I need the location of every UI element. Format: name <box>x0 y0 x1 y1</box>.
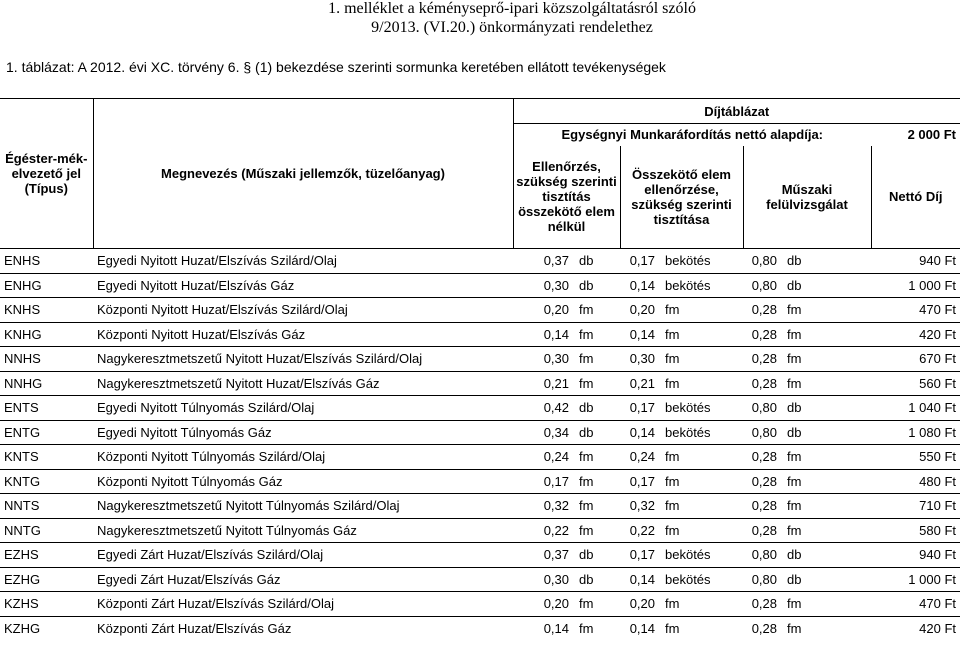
table-row <box>0 445 960 470</box>
table-caption: 1. táblázat: A 2012. évi XC. törvény 6. § (1) bekezdése szerinti sormunka keretében ellátott tevékenységek <box>6 59 666 75</box>
table-row <box>0 469 960 494</box>
row-inspection-unit: db <box>575 567 620 592</box>
row-inspection-value: 0,14 <box>513 616 575 641</box>
row-connector-unit: bekötés <box>661 567 743 592</box>
row-name: Egyedi Zárt Huzat/Elszívás Szilárd/Olaj <box>93 543 513 568</box>
table-row <box>0 347 960 372</box>
row-name: Központi Nyitott Túlnyomás Gáz <box>93 469 513 494</box>
row-technical-unit: fm <box>783 469 871 494</box>
row-technical-unit: db <box>783 420 871 445</box>
row-technical-value: 0,28 <box>743 298 783 323</box>
row-technical-value: 0,28 <box>743 494 783 519</box>
row-net-fee: 1 080 Ft <box>871 420 960 445</box>
row-name: Központi Zárt Huzat/Elszívás Gáz <box>93 616 513 641</box>
row-connector-unit: bekötés <box>661 396 743 421</box>
row-technical-unit: db <box>783 543 871 568</box>
row-technical-unit: db <box>783 567 871 592</box>
row-technical-value: 0,80 <box>743 273 783 298</box>
row-code: KZHS <box>0 592 93 617</box>
row-inspection-unit: fm <box>575 322 620 347</box>
row-technical-value: 0,28 <box>743 616 783 641</box>
row-connector-value: 0,14 <box>620 420 661 445</box>
row-inspection-unit: fm <box>575 494 620 519</box>
row-connector-unit: fm <box>661 445 743 470</box>
row-name: Nagykeresztmetszetű Nyitott Túlnyomás Gáz <box>93 518 513 543</box>
row-technical-value: 0,28 <box>743 347 783 372</box>
row-code: NNHG <box>0 371 93 396</box>
row-inspection-value: 0,37 <box>513 543 575 568</box>
table-row <box>0 567 960 592</box>
row-inspection-unit: db <box>575 273 620 298</box>
table-row <box>0 249 960 274</box>
row-connector-unit: fm <box>661 371 743 396</box>
row-inspection-value: 0,17 <box>513 469 575 494</box>
row-technical-value: 0,80 <box>743 249 783 274</box>
row-connector-value: 0,14 <box>620 616 661 641</box>
row-inspection-unit: fm <box>575 469 620 494</box>
row-inspection-unit: fm <box>575 616 620 641</box>
row-inspection-unit: fm <box>575 592 620 617</box>
row-code: EZHS <box>0 543 93 568</box>
row-connector-unit: bekötés <box>661 273 743 298</box>
row-net-fee: 1 000 Ft <box>871 273 960 298</box>
row-inspection-value: 0,30 <box>513 273 575 298</box>
row-technical-unit: fm <box>783 298 871 323</box>
row-inspection-unit: db <box>575 420 620 445</box>
row-inspection-unit: db <box>575 396 620 421</box>
row-code: KNHG <box>0 322 93 347</box>
document-title-line-1: 1. melléklet a kéményseprő-ipari közszolgáltatásról szóló <box>328 0 696 17</box>
row-connector-unit: fm <box>661 298 743 323</box>
header-unit-price: 2 000 Ft <box>871 124 960 146</box>
row-connector-value: 0,17 <box>620 469 661 494</box>
row-technical-unit: db <box>783 249 871 274</box>
table-row <box>0 592 960 617</box>
row-connector-value: 0,32 <box>620 494 661 519</box>
row-net-fee: 940 Ft <box>871 249 960 274</box>
row-code: KZHG <box>0 616 93 641</box>
header-unit-label: Egységnyi Munkaráfordítás nettó alapdíja: <box>513 124 871 146</box>
header-name: Megnevezés (Műszaki jellemzők, tüzelőanyag) <box>93 99 513 249</box>
row-code: ENHG <box>0 273 93 298</box>
row-net-fee: 470 Ft <box>871 592 960 617</box>
row-inspection-unit: fm <box>575 371 620 396</box>
row-technical-unit: fm <box>783 518 871 543</box>
row-technical-value: 0,28 <box>743 469 783 494</box>
row-inspection-value: 0,14 <box>513 322 575 347</box>
row-code: KNTS <box>0 445 93 470</box>
row-code: NNHS <box>0 347 93 372</box>
row-net-fee: 940 Ft <box>871 543 960 568</box>
row-inspection-value: 0,21 <box>513 371 575 396</box>
row-technical-unit: fm <box>783 445 871 470</box>
row-connector-unit: fm <box>661 469 743 494</box>
row-technical-value: 0,80 <box>743 543 783 568</box>
header-connector: Összekötő elem ellenőrzése, szükség szerinti tisztítása <box>620 146 743 249</box>
row-connector-unit: bekötés <box>661 420 743 445</box>
row-name: Központi Nyitott Huzat/Elszívás Gáz <box>93 322 513 347</box>
header-net-fee: Nettó Díj <box>871 146 960 249</box>
row-net-fee: 550 Ft <box>871 445 960 470</box>
row-name: Egyedi Nyitott Huzat/Elszívás Szilárd/Olaj <box>93 249 513 274</box>
row-name: Nagykeresztmetszetű Nyitott Túlnyomás Szilárd/Olaj <box>93 494 513 519</box>
row-inspection-unit: fm <box>575 518 620 543</box>
row-inspection-value: 0,37 <box>513 249 575 274</box>
row-inspection-value: 0,42 <box>513 396 575 421</box>
row-net-fee: 480 Ft <box>871 469 960 494</box>
row-code: NNTG <box>0 518 93 543</box>
table-row <box>0 494 960 519</box>
row-inspection-unit: fm <box>575 298 620 323</box>
row-technical-value: 0,80 <box>743 396 783 421</box>
table-row <box>0 420 960 445</box>
header-type: Égéster-mék-elvezető jel (Típus) <box>0 99 93 249</box>
row-name: Központi Nyitott Túlnyomás Szilárd/Olaj <box>93 445 513 470</box>
row-name: Nagykeresztmetszetű Nyitott Huzat/Elszívás Szilárd/Olaj <box>93 347 513 372</box>
table-row <box>0 616 960 641</box>
row-name: Egyedi Zárt Huzat/Elszívás Gáz <box>93 567 513 592</box>
table-row <box>0 273 960 298</box>
row-inspection-value: 0,30 <box>513 347 575 372</box>
row-inspection-value: 0,32 <box>513 494 575 519</box>
row-technical-unit: db <box>783 273 871 298</box>
row-code: KNTG <box>0 469 93 494</box>
row-net-fee: 1 000 Ft <box>871 567 960 592</box>
row-connector-unit: bekötés <box>661 249 743 274</box>
row-technical-unit: fm <box>783 322 871 347</box>
row-technical-value: 0,28 <box>743 371 783 396</box>
table-row <box>0 543 960 568</box>
row-connector-unit: fm <box>661 347 743 372</box>
row-connector-unit: fm <box>661 592 743 617</box>
row-code: ENHS <box>0 249 93 274</box>
row-connector-unit: fm <box>661 616 743 641</box>
row-name: Egyedi Nyitott Huzat/Elszívás Gáz <box>93 273 513 298</box>
row-net-fee: 420 Ft <box>871 322 960 347</box>
row-name: Egyedi Nyitott Túlnyomás Szilárd/Olaj <box>93 396 513 421</box>
header-fee-table: Díjtáblázat <box>513 99 960 124</box>
row-net-fee: 710 Ft <box>871 494 960 519</box>
row-net-fee: 560 Ft <box>871 371 960 396</box>
row-net-fee: 670 Ft <box>871 347 960 372</box>
row-connector-unit: fm <box>661 494 743 519</box>
row-connector-value: 0,21 <box>620 371 661 396</box>
row-connector-value: 0,20 <box>620 592 661 617</box>
row-connector-value: 0,17 <box>620 543 661 568</box>
row-inspection-value: 0,20 <box>513 298 575 323</box>
row-connector-value: 0,14 <box>620 322 661 347</box>
row-name: Nagykeresztmetszetű Nyitott Huzat/Elszívás Gáz <box>93 371 513 396</box>
row-net-fee: 580 Ft <box>871 518 960 543</box>
row-code: ENTS <box>0 396 93 421</box>
row-technical-unit: fm <box>783 592 871 617</box>
row-connector-value: 0,17 <box>620 396 661 421</box>
row-net-fee: 1 040 Ft <box>871 396 960 421</box>
row-connector-unit: fm <box>661 518 743 543</box>
row-inspection-value: 0,24 <box>513 445 575 470</box>
row-technical-value: 0,28 <box>743 518 783 543</box>
fee-table-body <box>0 249 960 641</box>
row-technical-unit: fm <box>783 494 871 519</box>
row-technical-unit: fm <box>783 347 871 372</box>
table-row <box>0 518 960 543</box>
row-technical-unit: fm <box>783 371 871 396</box>
row-technical-value: 0,80 <box>743 420 783 445</box>
row-code: EZHG <box>0 567 93 592</box>
header-inspection: Ellenőrzés, szükség szerinti tisztítás összekötő elem nélkül <box>513 146 620 249</box>
row-net-fee: 470 Ft <box>871 298 960 323</box>
table-row <box>0 298 960 323</box>
row-technical-value: 0,28 <box>743 592 783 617</box>
row-inspection-unit: fm <box>575 347 620 372</box>
row-inspection-value: 0,22 <box>513 518 575 543</box>
row-connector-value: 0,14 <box>620 273 661 298</box>
row-connector-value: 0,24 <box>620 445 661 470</box>
row-inspection-value: 0,34 <box>513 420 575 445</box>
row-inspection-unit: db <box>575 249 620 274</box>
fee-table <box>0 98 960 641</box>
row-inspection-value: 0,20 <box>513 592 575 617</box>
row-technical-value: 0,80 <box>743 567 783 592</box>
row-technical-unit: fm <box>783 616 871 641</box>
row-technical-unit: db <box>783 396 871 421</box>
table-row <box>0 371 960 396</box>
row-inspection-value: 0,30 <box>513 567 575 592</box>
row-inspection-unit: db <box>575 543 620 568</box>
row-connector-value: 0,17 <box>620 249 661 274</box>
row-inspection-unit: fm <box>575 445 620 470</box>
row-name: Központi Nyitott Huzat/Elszívás Szilárd/Olaj <box>93 298 513 323</box>
row-code: KNHS <box>0 298 93 323</box>
row-net-fee: 420 Ft <box>871 616 960 641</box>
row-code: ENTG <box>0 420 93 445</box>
row-connector-value: 0,20 <box>620 298 661 323</box>
row-connector-value: 0,22 <box>620 518 661 543</box>
row-connector-value: 0,30 <box>620 347 661 372</box>
table-row <box>0 322 960 347</box>
row-code: NNTS <box>0 494 93 519</box>
row-technical-value: 0,28 <box>743 445 783 470</box>
table-row <box>0 396 960 421</box>
document-title-line-2: 9/2013. (VI.20.) önkormányzati rendelethez <box>371 19 653 36</box>
header-technical: Műszaki felülvizsgálat <box>743 146 871 249</box>
row-name: Központi Zárt Huzat/Elszívás Szilárd/Olaj <box>93 592 513 617</box>
row-connector-value: 0,14 <box>620 567 661 592</box>
row-connector-unit: bekötés <box>661 543 743 568</box>
row-technical-value: 0,28 <box>743 322 783 347</box>
row-name: Egyedi Nyitott Túlnyomás Gáz <box>93 420 513 445</box>
row-connector-unit: fm <box>661 322 743 347</box>
